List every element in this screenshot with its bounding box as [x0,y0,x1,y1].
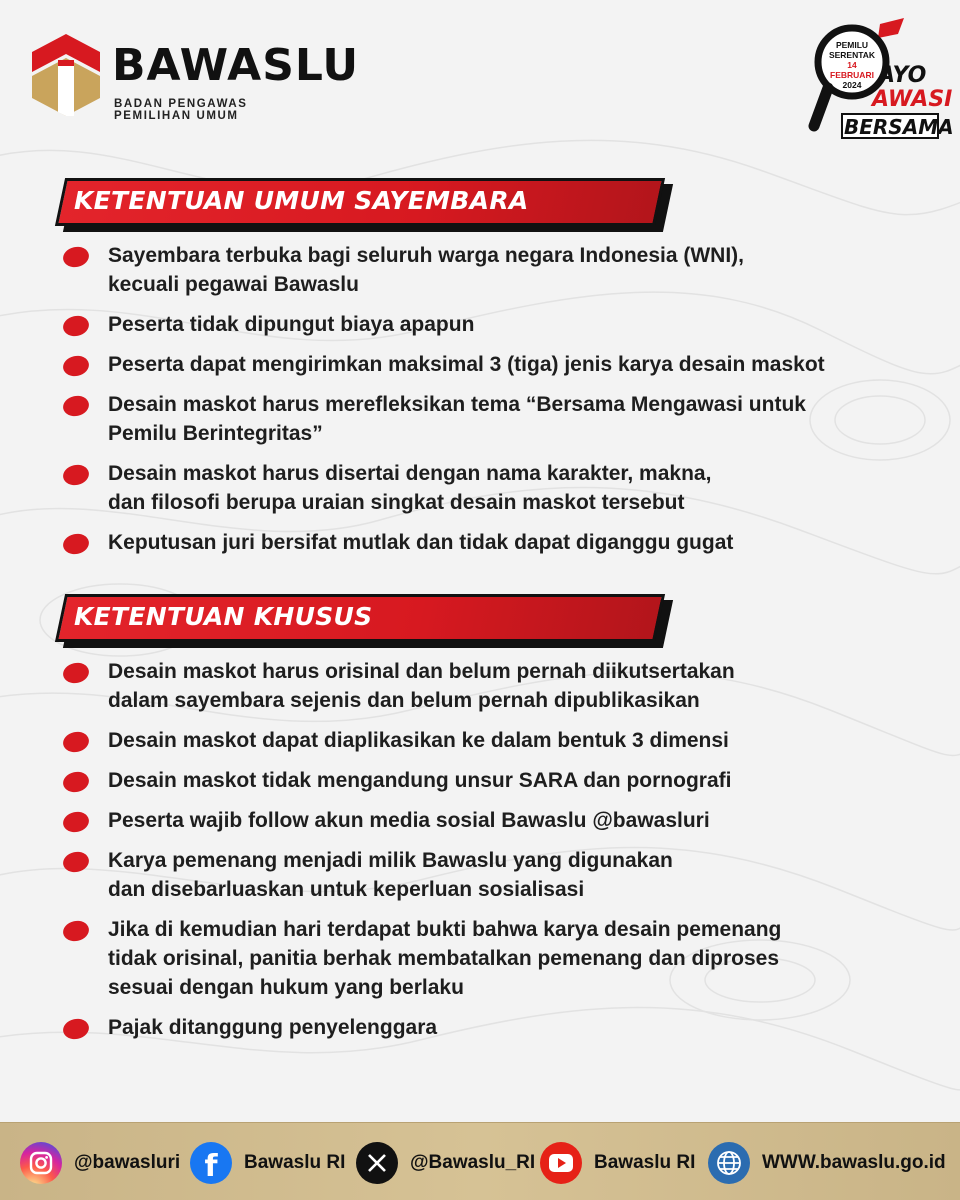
section-title-general: KETENTUAN UMUM SAYEMBARA [74,186,529,215]
list-item: Karya pemenang menjadi milik Bawaslu yang digunakan dan disebarluaskan untuk keperluan sosialisasi [60,846,920,904]
list-item: Desain maskot dapat diaplikasikan ke dalam bentuk 3 dimensi [60,726,920,755]
badge-line1: PEMILU [835,40,869,50]
bullet-icon [62,395,90,417]
social-instagram[interactable] [20,1142,180,1184]
list-item: Sayembara terbuka bagi seluruh warga negara Indonesia (WNI), kecuali pegawai Bawaslu [60,241,920,299]
bullet-icon [62,731,90,753]
list-item: Pajak ditanggung penyelenggara [60,1013,920,1042]
bullet-icon [62,246,90,268]
x-twitter-icon [356,1142,398,1184]
instagram-handle: @bawasluri [74,1152,181,1173]
youtube-icon [540,1142,582,1184]
bullet-icon [62,662,90,684]
bullet-icon [62,464,90,486]
badge-line2: SERENTAK [828,50,876,60]
bawaslu-logo[interactable] [28,30,360,122]
list-item: Keputusan juri bersifat mutlak dan tidak dapat diganggu gugat [60,528,920,557]
bullet-icon [62,920,90,942]
list-item: Desain maskot harus merefleksikan tema “Bersama Mengawasi untuk Pemilu Berintegritas” [60,390,920,448]
list-item: Desain maskot harus disertai dengan nama karakter, makna, dan filosofi berupa uraian singkat desain maskot tersebut [60,459,920,517]
badge-word-bersama: BERSAMA [844,115,954,139]
badge-date: 14 FEBRUARI [830,60,874,80]
bullet-icon [62,1018,90,1040]
badge-year: 2024 [842,80,862,90]
list-item: Desain maskot tidak mengandung unsur SARA dan pornografi [60,766,920,795]
badge-word-awasi: AWASI [872,87,953,112]
section-title-specific: KETENTUAN KHUSUS [74,602,373,631]
badge-word-ayo: AYO [878,63,927,88]
social-youtube[interactable] [540,1142,695,1184]
brand-name: BAWASLU [112,40,360,91]
bullet-icon [62,533,90,555]
bullet-icon [62,315,90,337]
social-footer [0,1122,960,1200]
list-item: Peserta tidak dipungut biaya apapun [60,310,920,339]
section-banner-specific [60,594,660,642]
bullet-icon [62,355,90,377]
social-website[interactable] [708,1142,946,1184]
bullet-icon [62,811,90,833]
facebook-icon: f [190,1142,232,1184]
list-item: Peserta wajib follow akun media sosial Bawaslu @bawasluri [60,806,920,835]
brand-subtitle: BADAN PENGAWAS PEMILIHAN UMUM [114,98,248,122]
bawaslu-emblem-icon [28,32,104,118]
facebook-handle: Bawaslu RI [244,1152,346,1173]
specific-rules-list [60,657,920,1053]
list-item: Peserta dapat mengirimkan maksimal 3 (tiga) jenis karya desain maskot [60,350,920,379]
social-x[interactable] [356,1142,535,1184]
bullet-icon [62,851,90,873]
instagram-icon [20,1142,62,1184]
bullet-icon [62,771,90,793]
x-handle: @Bawaslu_RI [410,1152,536,1173]
list-item: Jika di kemudian hari terdapat bukti bahwa karya desain pemenang tidak orisinal, panitia berhak membatalkan pemenang dan diproses sesuai dengan hukum yang berlaku [60,915,920,1002]
youtube-handle: Bawaslu RI [594,1152,696,1173]
ayo-awasi-bersama-badge [808,18,954,142]
globe-icon [708,1142,750,1184]
general-rules-list [60,241,920,568]
social-facebook[interactable] [190,1142,345,1184]
list-item: Desain maskot harus orisinal dan belum pernah diikutsertakan dalam sayembara sejenis dan belum pernah dipublikasikan [60,657,920,715]
website-url: WWW.bawaslu.go.id [762,1152,946,1173]
section-banner-general [60,178,660,226]
